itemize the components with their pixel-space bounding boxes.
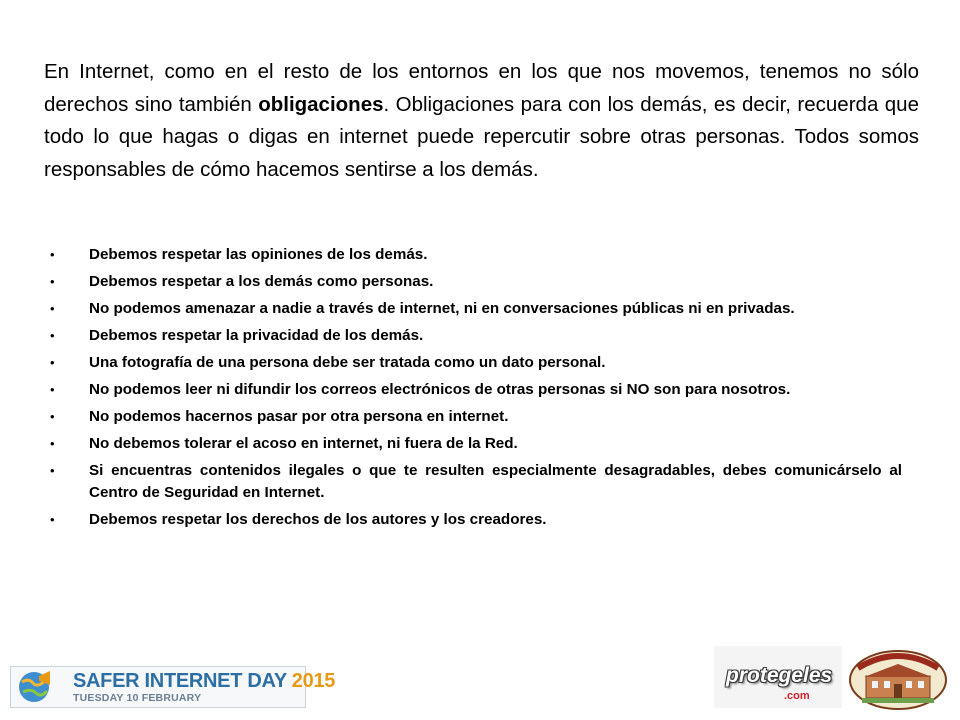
- bullet-icon: •: [50, 301, 55, 316]
- safer-internet-day-year: 2015: [291, 670, 336, 692]
- list-item: [44, 298, 902, 320]
- safer-internet-day-title: SAFER INTERNET DAY 2015: [73, 670, 336, 692]
- rule-text: Una fotografía de una persona debe ser tratada como un dato personal.: [89, 354, 606, 371]
- globe-megaphone-icon: [17, 670, 51, 704]
- rule-text: No debemos tolerar el acoso en internet, ni fuera de la Red.: [89, 435, 518, 452]
- protegeles-domain: .com: [784, 690, 810, 702]
- list-item: [44, 271, 902, 293]
- bullet-icon: •: [50, 247, 55, 262]
- list-item: [44, 244, 902, 266]
- list-item: [44, 509, 902, 531]
- bullet-icon: •: [50, 274, 55, 289]
- list-item: [44, 379, 902, 401]
- protegeles-name: protegeles: [726, 664, 833, 687]
- bullet-icon: •: [50, 512, 55, 527]
- school-seal-logo: [848, 646, 948, 710]
- list-item: [44, 460, 902, 504]
- intro-text-start: En Internet, como en el resto de los entornos en los que nos movemos, tenemos no sólo derechos sino también: [44, 60, 919, 116]
- rule-text: Si encuentras contenidos ilegales o que te resulten especialmente desagradables, debes comunicárselo al Centro de Seguridad en Internet.: [89, 462, 902, 501]
- list-item: [44, 406, 902, 428]
- intro-bold-word: obligaciones: [258, 92, 384, 116]
- bullet-icon: •: [50, 382, 55, 397]
- rule-text: No podemos leer ni difundir los correos electrónicos de otras personas si NO son para nosotros.: [89, 381, 791, 398]
- intro-paragraph: [44, 56, 919, 186]
- list-item: [44, 433, 902, 455]
- bullet-icon: •: [50, 409, 55, 424]
- safer-internet-day-date: TUESDAY 10 FEBRUARY: [73, 692, 202, 704]
- rule-text: No podemos amenazar a nadie a través de internet, ni en conversaciones públicas ni en privadas.: [89, 300, 795, 317]
- rule-text: Debemos respetar a los demás como personas.: [89, 273, 434, 290]
- bullet-icon: •: [50, 436, 55, 451]
- rules-list: [44, 244, 902, 536]
- bullet-icon: •: [50, 328, 55, 343]
- safer-internet-day-logo: [10, 666, 336, 708]
- rule-text: Debemos respetar la privacidad de los demás.: [89, 327, 424, 344]
- bullet-icon: •: [50, 463, 55, 478]
- rule-text: Debemos respetar los derechos de los autores y los creadores.: [89, 511, 547, 528]
- list-item: [44, 325, 902, 347]
- intro-text-end: . Obligaciones para con los demás, es decir, recuerda que todo lo que hagas o digas en internet puede repercutir sobre otras personas. Todos somos responsables de cómo hacemos sentirse a los demás.: [44, 92, 919, 181]
- protegeles-logo: [714, 646, 842, 708]
- list-item: [44, 352, 902, 374]
- rule-text: Debemos respetar las opiniones de los demás.: [89, 246, 428, 263]
- bullet-icon: •: [50, 355, 55, 370]
- rule-text: No podemos hacernos pasar por otra persona en internet.: [89, 408, 509, 425]
